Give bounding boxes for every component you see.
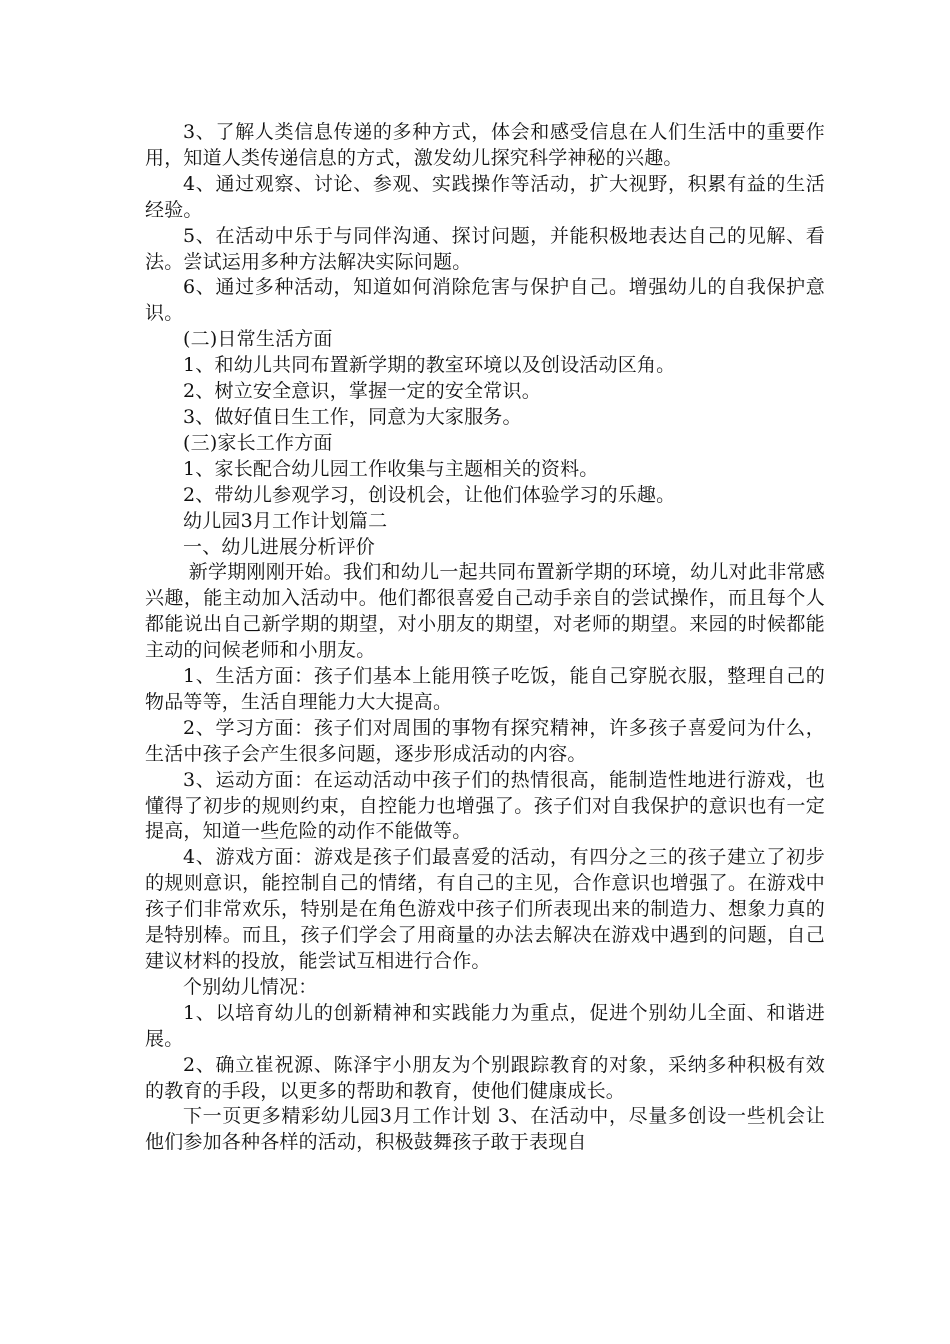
paragraph-daily-3: 3、做好值日生工作，同意为大家服务。	[183, 405, 522, 428]
section-heading-analysis: 一、幼儿进展分析评价	[183, 535, 376, 558]
article-title-part-two: 幼儿园3月工作计划篇二	[183, 509, 388, 532]
paragraph-sports: 3、运动方面：在运动活动中孩子们的热情很高，能制造性地进行游戏，也懂得了初步的规则约束，自控能力也增强了。孩子们对自我保护的意识也有一定提高，知道一些危险的动作不能做等。	[145, 768, 825, 843]
document-page	[145, 120, 825, 1156]
paragraph-goal-6: 6、通过多种活动，知道如何消除危害与保护自己。增强幼儿的自我保护意识。	[145, 276, 825, 325]
paragraph-parents-1: 1、家长配合幼儿园工作收集与主题相关的资料。	[183, 457, 599, 480]
paragraph-goal-3: 3、了解人类信息传递的多种方式，体会和感受信息在人们生活中的重要作用，知道人类传递信息的方式，激发幼儿探究科学神秘的兴趣。	[145, 121, 825, 169]
paragraph-next-page: 下一页更多精彩幼儿园3月工作计划 3、在活动中，尽量多创设一些机会让他们参加各种各样的活动，积极鼓舞孩子敢于表现自	[145, 1105, 825, 1154]
section-heading-parents: (三)家长工作方面	[183, 431, 333, 454]
paragraph-study: 2、学习方面：孩子们对周围的事物有探究精神，许多孩子喜爱问为什么，生活中孩子会产生很多问题，逐步形成活动的内容。	[145, 716, 825, 765]
paragraph-daily-1: 1、和幼儿共同布置新学期的教室环境以及创设活动区角。	[183, 354, 676, 377]
paragraph-goal-4: 4、通过观察、讨论、参观、实践操作等活动，扩大视野，积累有益的生活经验。	[145, 172, 825, 221]
paragraph-individual-2: 2、确立崔祝源、陈泽宇小朋友为个别跟踪教育的对象，采纳多种积极有效的教育的手段，以更多的帮助和教育，使他们健康成长。	[145, 1053, 825, 1102]
paragraph-goal-5: 5、在活动中乐于与同伴沟通、探讨问题，并能积极地表达自己的见解、看法。尝试运用多种方法解决实际问题。	[145, 224, 825, 273]
paragraph-daily-2: 2、树立安全意识，掌握一定的安全常识。	[183, 380, 541, 403]
section-heading-individual: 个别幼儿情况：	[183, 975, 318, 998]
paragraph-new-term: 新学期刚刚开始。我们和幼儿一起共同布置新学期的环境，幼儿对此非常感兴趣，能主动加入活动中。他们都很喜爱自己动手亲自的尝试操作，而且每个人都能说出自己新学期的期望，对小朋友的期望，对老师的期望。来园的时候都能主动的问候老师和小朋友。	[145, 561, 825, 662]
paragraph-parents-2: 2、带幼儿参观学习，创设机会，让他们体验学习的乐趣。	[183, 483, 676, 506]
paragraph-games: 4、游戏方面：游戏是孩子们最喜爱的活动，有四分之三的孩子建立了初步的规则意识，能控制自己的情绪，有自己的主见，合作意识也增强了。在游戏中孩子们非常欢乐，特别是在角色游戏中孩子们所表现出来的制造力、想象力真的是特别棒。而且，孩子们学会了用商量的办法去解决在游戏中遇到的问题，自己建议材料的投放，能尝试互相进行合作。	[145, 846, 825, 972]
paragraph-individual-1: 1、以培育幼儿的创新精神和实践能力为重点，促进个别幼儿全面、和谐进展。	[145, 1001, 825, 1050]
paragraph-life: 1、生活方面：孩子们基本上能用筷子吃饭，能自己穿脱衣服，整理自己的物品等等，生活自理能力大大提高。	[145, 665, 825, 713]
section-heading-daily-life: (二)日常生活方面	[183, 328, 333, 351]
